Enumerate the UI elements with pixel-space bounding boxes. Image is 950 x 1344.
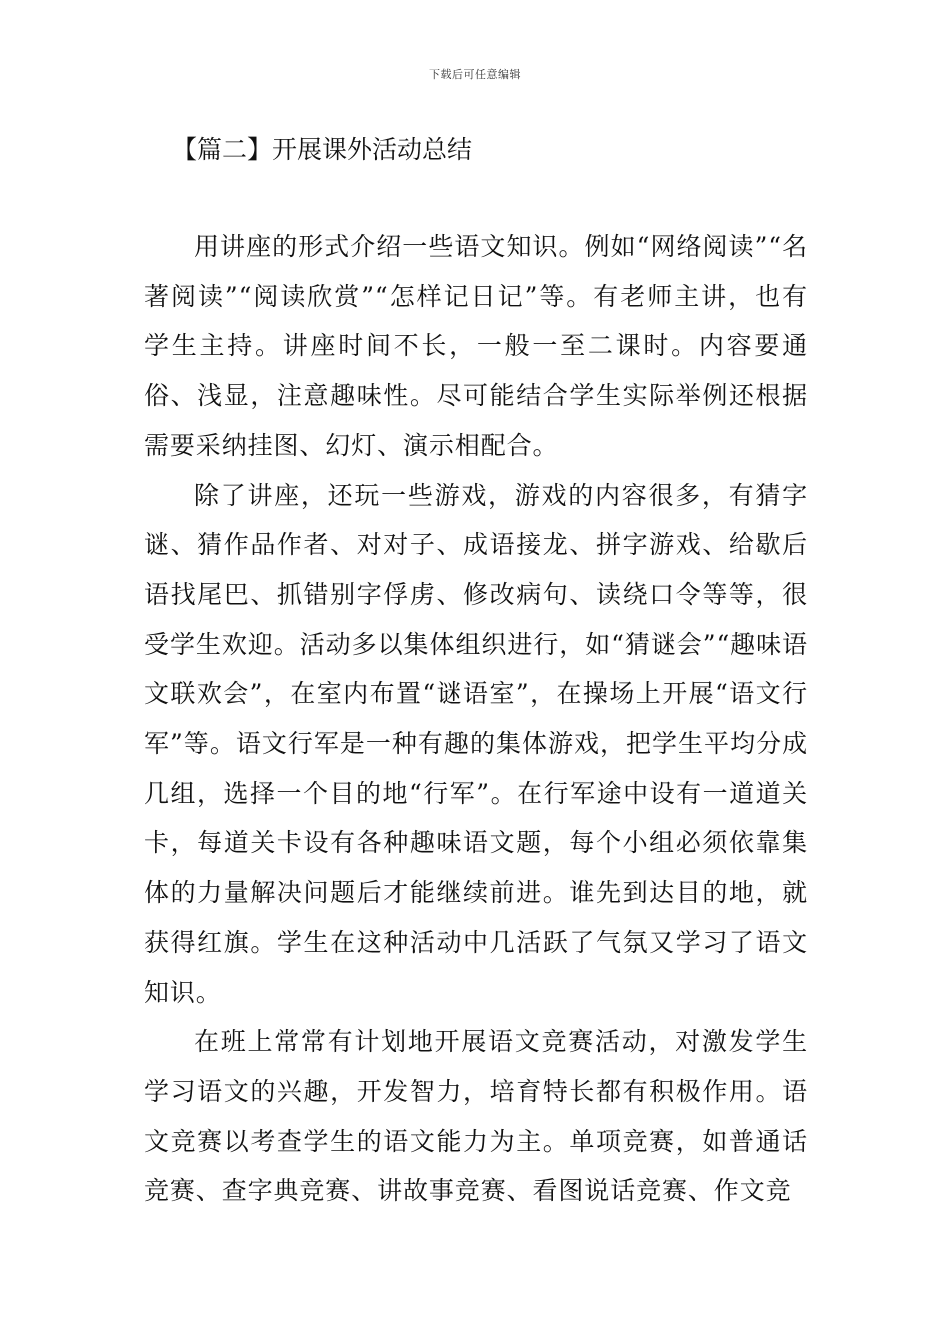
header-note: 下载后可任意编辑 bbox=[429, 68, 521, 81]
section-title: 【篇二】开展课外活动总结 bbox=[172, 135, 473, 164]
paragraph: 除了讲座，还玩一些游戏，游戏的内容很多，有猜字谜、猜作品作者、对对子、成语接龙、拼字游戏、给歇后语找尾巴、抓错别字俘虏、修改病句、读绕口令等等，很受学生欢迎。活动多以集体组织进行，如“猜谜会”“趣味语文联欢会”，在室内布置“谜语室”，在操场上开展“语文行军”等。语文行军是一种有趣的集体游戏，把学生平均分成几组，选择一个目的地“行军”。在行军途中设有一道道关卡，每道关卡设有各种趣味语文题，每个小组必须依靠集体的力量解决问题后才能继续前进。谁先到达目的地，就获得红旗。学生在这种活动中几活跃了气氛又学习了语文知识。 bbox=[144, 480, 808, 1007]
body-text bbox=[144, 222, 808, 1216]
paragraph: 在班上常常有计划地开展语文竞赛活动，对激发学生学习语文的兴趣，开发智力，培育特长都有积极作用。语文竞赛以考查学生的语文能力为主。单项竞赛，如普通话竞赛、查字典竞赛、讲故事竞赛、看图说话竞赛、作文竞 bbox=[144, 1027, 808, 1206]
paragraph: 用讲座的形式介绍一些语文知识。例如“网络阅读”“名著阅读”“阅读欣赏”“怎样记日记”等。有老师主讲，也有学生主持。讲座时间不长，一般一至二课时。内容要通俗、浅显，注意趣味性。尽可能结合学生实际举例还根据需要采纳挂图、幻灯、演示相配合。 bbox=[144, 232, 808, 460]
